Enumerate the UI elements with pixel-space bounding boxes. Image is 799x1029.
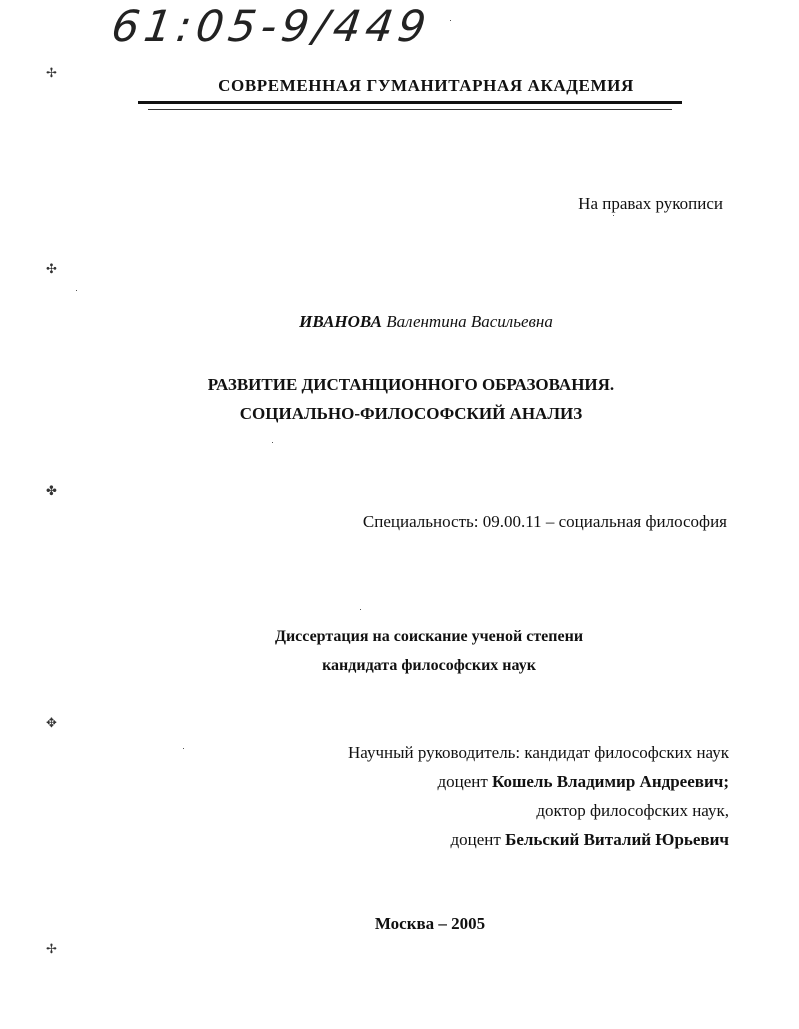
academy-name: СОВРЕМЕННАЯ ГУМАНИТАРНАЯ АКАДЕМИЯ [218,76,634,95]
city-year: Москва – 2005 [374,914,486,933]
scan-speck [450,20,451,21]
degree-line-2: кандидата философских наук [322,657,536,674]
advisor-block [348,738,729,854]
advisor-line-4 [348,825,729,854]
author-name [0,312,799,332]
advisor-1-rank: доцент [437,772,488,791]
author-surname: ИВАНОВА [299,312,382,331]
scan-mark-icon: ✥ [46,716,57,731]
advisor-line-1: Научный руководитель: кандидат философских наук [348,743,729,762]
scan-speck [183,748,184,749]
advisor-line-2 [348,767,729,796]
scan-mark-icon: ✢ [46,66,57,81]
author-given-names: Валентина Васильевна [386,312,553,331]
scan-mark-icon: ✣ [46,262,57,277]
header-rule-thick [138,101,682,104]
specialty: Специальность: 09.00.11 – социальная философия [362,512,727,531]
scan-speck [360,609,361,610]
handwritten-archive-code: 61:05-9/449 [108,2,434,52]
advisor-2-rank: доцент [450,830,501,849]
rights-note: На правах рукописи [578,194,723,213]
scan-speck [76,290,77,291]
scan-mark-icon: ✤ [46,484,57,499]
scan-mark-icon: ✢ [46,942,57,957]
dissertation-title [0,370,799,428]
title-line-2: СОЦИАЛЬНО-ФИЛОСОФСКИЙ АНАЛИЗ [239,404,583,423]
degree-line-1: Диссертация на соискание ученой степени [274,628,584,645]
advisor-line-3: доктор философских наук, [536,801,729,820]
scan-speck [613,215,614,216]
advisor-1-name: Кошель Владимир Андреевич; [492,772,729,791]
scan-speck [272,442,273,443]
degree-statement [0,622,799,680]
advisor-2-name: Бельский Виталий Юрьевич [505,830,729,849]
title-line-1: РАЗВИТИЕ ДИСТАНЦИОННОГО ОБРАЗОВАНИЯ. [207,375,615,394]
header-rule-thin [148,109,672,110]
